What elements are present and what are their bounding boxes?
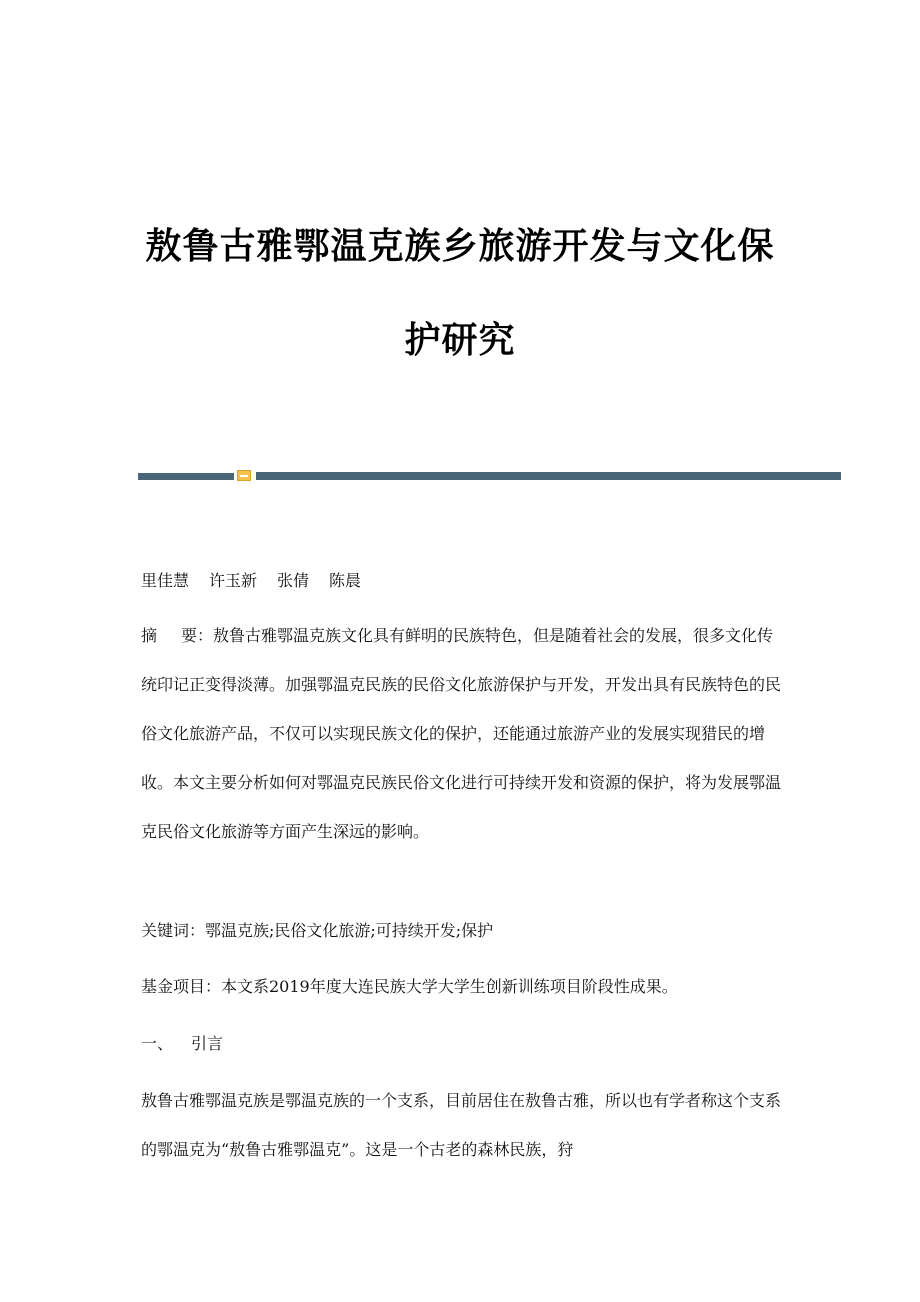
section-number: 一、 (141, 1034, 174, 1053)
keywords-line: 关键词：鄂温克族;民俗文化旅游;可持续开发;保护 (141, 921, 494, 940)
section-title: 引言 (191, 1034, 224, 1053)
fund-line: 基金项目：本文系2019年度大连民族大学大学生创新训练项目阶段性成果。 (141, 977, 678, 996)
divider-bar-left (138, 473, 234, 480)
author-name: 张倩 (277, 571, 310, 590)
author-name: 许玉新 (209, 571, 258, 590)
abstract-paragraph (141, 611, 781, 856)
section-heading (141, 1019, 781, 1068)
abstract-label-part2: 要： (181, 626, 214, 645)
author-name: 陈晨 (329, 571, 362, 590)
abstract-text: 敖鲁古雅鄂温克族文化具有鲜明的民族特色，但是随着社会的发展，很多文化传统印记正变得淡薄。加强鄂温克民族的民俗文化旅游保护与开发，开发出具有民族特色的民俗文化旅游产品，不仅可以实现民族文化的保护，还能通过旅游产业的发展实现猎民的增收。本文主要分析如何对鄂温克民族民俗文化进行可持续开发和资源的保护，将为发展鄂温克民俗文化旅游等方面产生深远的影响。 (141, 626, 782, 841)
author-list (141, 556, 781, 605)
document-title-line-1: 敖鲁古雅鄂温克族乡旅游开发与文化保 (145, 226, 775, 267)
document-title-line-2: 护研究 (404, 320, 516, 361)
author-name: 里佳慧 (141, 571, 190, 590)
divider-bar-right (256, 472, 841, 480)
envelope-emblem-icon (237, 470, 251, 481)
body-paragraph: 敖鲁古雅鄂温克族是鄂温克族的一个支系，目前居住在敖鲁古雅，所以也有学者称这个支系的鄂温克为“敖鲁古雅鄂温克”。这是一个古老的森林民族，狩 (141, 1091, 782, 1159)
abstract-label-part1: 摘 (141, 626, 158, 645)
title-divider (138, 470, 841, 482)
